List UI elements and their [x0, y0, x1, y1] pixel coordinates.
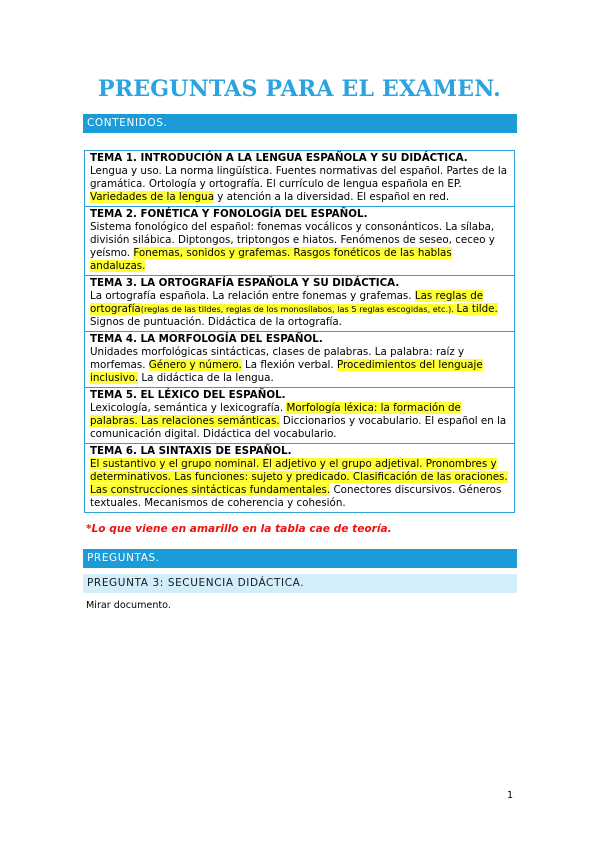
topic-text: La didáctica de la lengua.: [138, 372, 274, 384]
topic-cell: [85, 151, 515, 207]
topic-text: Signos de puntuación. Didáctica de la ortografía.: [90, 316, 342, 328]
topic-cell: [85, 444, 515, 513]
topic-text: Sistema fonológico del español: fonemas vocálicos y consonánticos. La sílaba, división silábica. Diptongos, triptongos e hiatos. Fenómenos de seseo, ceceo y yeísmo.: [90, 221, 495, 259]
topic-heading: TEMA 2. FONÉTICA Y FONOLOGÍA DEL ESPAÑOL.: [90, 208, 368, 220]
topic-heading: TEMA 5. EL LÉXICO DEL ESPAÑOL.: [90, 389, 286, 401]
topic-heading: TEMA 4. LA MORFOLOGÍA DEL ESPAÑOL.: [90, 333, 323, 345]
topic-text: Lexicología, semántica y lexicografía.: [90, 402, 287, 414]
topic-text: Unidades morfológicas sintácticas, clases de palabras. La palabra: raíz y morfemas.: [90, 346, 465, 371]
highlighted-text: (reglas de las tildes, reglas de los monosílabos, las 5 reglas escogidas, etc.).: [140, 304, 457, 314]
highlighted-text: Procedimientos del lenguaje inclusivo.: [90, 359, 483, 384]
highlighted-text: La tilde.: [456, 303, 498, 315]
topic-text: Conectores discursivos. Géneros textuales. Mecanismos de coherencia y cohesión.: [90, 484, 502, 509]
page-title: PREGUNTAS PARA EL EXAMEN.: [98, 76, 501, 102]
highlighted-text: Variedades de la lengua: [90, 191, 215, 203]
topic-text: La flexión verbal.: [241, 359, 337, 371]
topic-text: Diccionarios y vocabulario. El español en la comunicación digital. Didáctica del vocabulario.: [90, 415, 507, 440]
topic-heading: TEMA 1. INTRODUCIÓN A LA LENGUA ESPAÑOLA Y SU DIDÁCTICA.: [90, 152, 468, 164]
topic-cell: [85, 332, 515, 388]
topic-row: [85, 444, 515, 513]
topic-heading: TEMA 3. LA ORTOGRAFÍA ESPAÑOLA Y SU DIDÁCTICA.: [90, 277, 400, 289]
highlighted-text: Las reglas de ortografía: [90, 290, 484, 315]
highlighted-text: Fonemas, sonidos y grafemas. Rasgos fonéticos de las hablas andaluzas.: [90, 247, 452, 272]
topic-row: [85, 388, 515, 444]
highlight-note: *Lo que viene en amarillo en la tabla cae de teoría.: [86, 523, 392, 535]
topic-text: Lengua y uso. La norma lingüística. Fuentes normativas del español. Partes de la gramática. Ortología y ortografía. El currículo de lengua española en EP.: [90, 165, 508, 190]
topic-text: y atención a la diversidad. El español en red.: [214, 191, 450, 203]
topic-cell: [85, 207, 515, 276]
topic-row: [85, 151, 515, 207]
topic-row: [85, 332, 515, 388]
section-header-contents: CONTENIDOS.: [83, 114, 517, 133]
highlighted-text: Morfología léxica: la formación de palabras. Las relaciones semánticas.: [90, 402, 461, 427]
section-header-questions: PREGUNTAS.: [83, 549, 517, 568]
topic-heading: TEMA 6. LA SINTAXIS DE ESPAÑOL.: [90, 445, 292, 457]
topic-row: [85, 276, 515, 332]
topic-row: [85, 207, 515, 276]
topic-cell: [85, 388, 515, 444]
question-3-text: Mirar documento.: [86, 600, 171, 611]
page-number: 1: [507, 790, 514, 801]
highlighted-text: El sustantivo y el grupo nominal. El adjetivo y el grupo adjetival. Pronombres y determinativos. Las funciones: sujeto y predicado. Clasificación de las oraciones. Las construcciones sintácticas fundamentales.: [90, 458, 508, 496]
highlighted-text: Género y número.: [148, 359, 242, 371]
topic-text: La ortografía española. La relación entre fonemas y grafemas.: [90, 290, 415, 302]
section-header-question-3: PREGUNTA 3: SECUENCIA DIDÁCTICA.: [83, 574, 517, 593]
topics-table: [84, 150, 515, 513]
topic-cell: [85, 276, 515, 332]
